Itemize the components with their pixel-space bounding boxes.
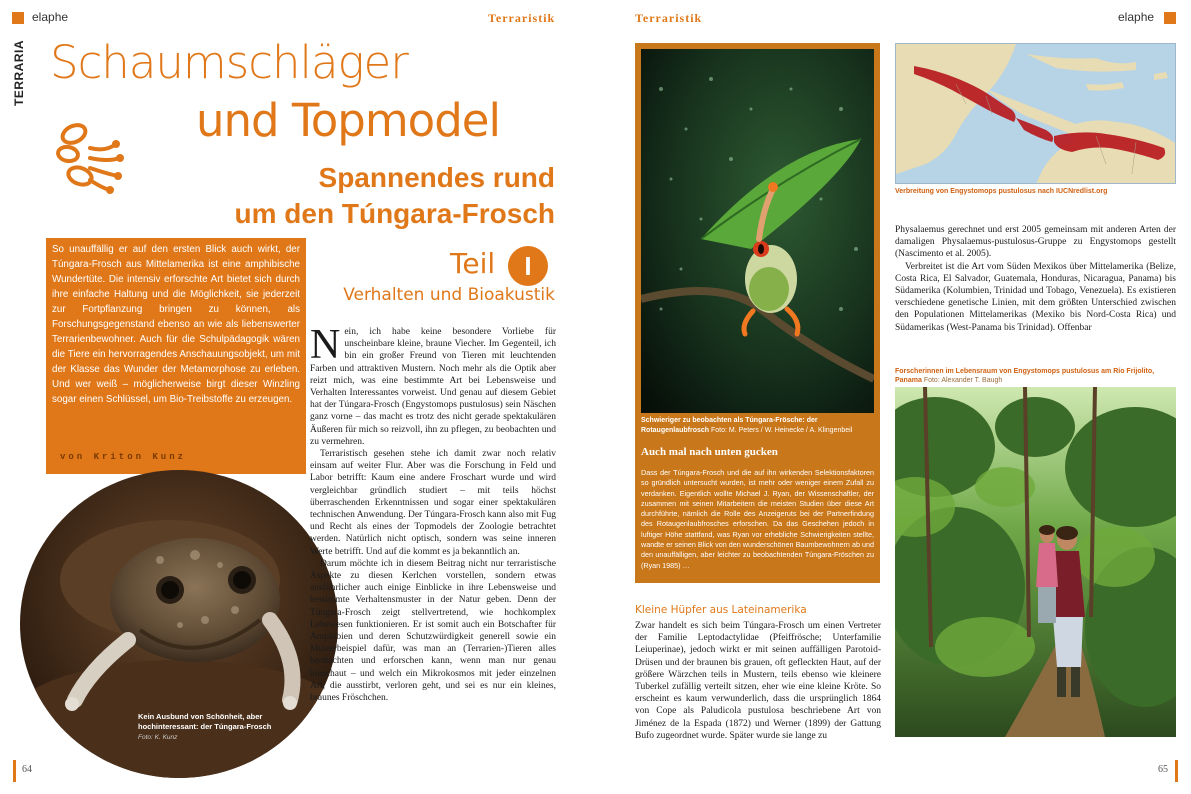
subtitle-line-2: um den Túngara-Frosch: [234, 198, 555, 229]
subtitle: [235, 160, 555, 232]
section-label-left: Terraristik: [488, 11, 556, 25]
caption-main-text: Schwieriger zu beobachten als Túngara-Frösche: der Rotaugenlaubfrosch: [641, 417, 818, 434]
rainforest-photo: [895, 387, 1176, 737]
page-number-right: 65: [1158, 764, 1168, 775]
paragraph-right-col1: Zwar handelt es sich beim Túngara-Frosch um einen Vertreter der Familie Leptodactylidae (Pfeiffrösche; Unterfamilie Leiuperinae), jedoch wirkt er mit seinen auffälligen Parotoid-Drüsen und der braunen bis grauen, oft gefleckten Haut, auf der größere Wärzchen teils in Mustern, teils ebenso wie kleinere Tuberkel zufällig verteilt sitzen, eher wie eine kleine Kröte. So erscheint es kaum verwunderlich, dass die ursprünglich 1864 von Cope als Paludicola pustulosa beschriebene Art von Jiménez de la Espada (1872) und Werner (1899) der Gattung Bufo zugeordnet wurde. Später wurde sie lange zu: [635, 621, 881, 741]
page-bar-right: [1175, 760, 1178, 782]
intro-box: [46, 238, 306, 474]
part-label: Teil: [450, 247, 496, 280]
vertical-label: TERRARIA: [12, 40, 26, 106]
paragraph-3: Darum möchte ich in diesem Beitrag nicht nur terraristische Aspekte zu diesen Kerlchen vorstellen, sondern etwas ausführlicher auch einige Einblicke in ihre Lebensweise und bestimmte Verhaltensmuster in der Natur geben. Denn der Túngara-Frosch zeigt stellvertretend, wie hochkomplex Lebewesen funktionieren. Er ist somit auch ein Botschafter für Amphibien und deren Schutzwürdigkeit generell sowie ein Musterbeispiel dafür, was man an (Terrarien-)Tieren alles beobachten und erforschen kann, wenn man nur genau hinschaut – und welch ein Mikrokosmos mit jeder einzelnen Art, die ausstirbt, verloren geht, und sei es nur ein kleines, braunes Fröschchen.: [310, 558, 556, 704]
section-label-right: Terraristik: [635, 11, 703, 25]
subtitle-line-1: Spannendes rund: [318, 162, 555, 193]
red-eyed-tree-frog-photo: [641, 49, 874, 413]
caption-frog-credit: Foto: K. Kunz: [138, 734, 178, 741]
paragraph-right-col2-1: Physalaemus gerechnet und erst 2005 gemeinsam mit anderen Arten der damaligen Physalaemus-pustulosus-Gruppe zu Engystomops gestellt (Nascimento et al. 2005).: [895, 225, 1176, 260]
distribution-map: [895, 43, 1176, 184]
box-text: Dass der Túngara-Frosch und die auf ihn wirkenden Selektionsfaktoren so gründlich untersucht wurden, ist mehr oder weniger einem Zufall zu verdanken. Eigentlich wollte Michael J. Ryan, der Wissenschaftler, der zusammen mit seinen Mitarbeitern die meisten Studien über diese Art durchführte, nämlich die Rolle des Anzeigeruts bei der Partnerfindung des Rotaugenlaubfrosches erforschen. Da das Geschehen jedoch in luftiger Höhe stattfand, was Ryan vor erhebliche Schwierigkeiten stellte, wandte er seinen Blick von den wunderschönen Baumbewohnern ab und den unauffälligen, aber leichter zu beobachtenden Túngara-Fröschen zu (Ryan 1985) …: [641, 468, 874, 570]
box-heading: Auch mal nach unten gucken: [641, 446, 778, 458]
caption-frog-text: Kein Ausbund von Schönheit, aber hochinteressant: der Túngara-Frosch: [138, 712, 272, 731]
part-subtitle: Verhalten und Bioakustik: [343, 285, 555, 305]
caption-frog-photo: [138, 712, 298, 743]
article-body-right-col1: [635, 620, 881, 742]
corner-square-left: [12, 12, 24, 24]
byline: von Kriton Kunz: [60, 452, 187, 462]
title-line-1: Schaumschläger: [50, 36, 408, 89]
corner-square-right: [1164, 12, 1176, 24]
caption-forest-photo: [895, 367, 1176, 385]
caption-main-photo: [641, 416, 874, 435]
brand-left: elaphe: [32, 10, 69, 24]
title-line-2: und Topmodel: [196, 94, 500, 147]
section-subheading: Kleine Hüpfer aus Lateinamerika: [635, 604, 807, 616]
article-body-left: [310, 322, 556, 704]
caption-map: Verbreitung von Engystomops pustulosus nach IUCNredlist.org: [895, 188, 1108, 195]
intro-text: So unauffällig er auf den ersten Blick auch wirkt, der Túngara-Frosch aus Mittelamerika ist eine amphibische Wundertüte. Die intensiv erforschte Art bietet sich durch ihre einfache Haltung und die Möglichkeit, sie jederzeit zur Fortpflanzung bringen zu können, als Forschungsgegenstand ebenso an wie als liebenswerter Terrarienbewohner. Auch für die Schulpädagogik wären die Tiere ein hervorragendes Anschauungsobjekt, um mit der Klasse das Wunder der Metamorphose zu erleben. Und wer weiß – möglicherweise birgt dieser Winzling sogar einen Schlüssel, um Bio-Treibstoffe zu erzeugen.: [52, 244, 300, 405]
frog-foot-logo: [50, 118, 128, 196]
paragraph-right-col2-2: Verbreitet ist die Art vom Süden Mexikos über Mittelamerika (Belize, Costa Rica, El Salvador, Guatemala, Honduras, Nicaragua, Panama) bis Südamerika (Kolumbien, Trinidad und Tobago, Venezuela). Es existieren verschiedene genetische Linien, mit dem größten Unterschied zwischen den Populationen Mittelamerikas (Mexiko bis Nord-Costa Rica) und Südamerikas (West-Panama bis Trinidad). Offenbar: [895, 261, 1176, 333]
page-number-left: 64: [22, 764, 32, 775]
brand-right: elaphe: [1118, 10, 1155, 24]
caption-forest-text: Forscherinnen im Lebensraum von Engystomops pustulosus am Río Frijolito, Panama: [895, 368, 1155, 384]
caption-main-credit: Foto: M. Peters / W. Heinecke / A. Klingenbeil: [711, 426, 853, 434]
drop-cap: N: [310, 322, 341, 368]
article-body-right-col2: [895, 224, 1176, 334]
paragraph-1: ein, ich habe keine besondere Vorliebe für unscheinbare kleine, braune Viecher. Im Gegenteil, ich bin ein großer Freund von Tieren mit leuchtenden Farben und attraktiven Mustern. Noch mehr als die Optik aber reizt mich, was eine bestimmte Art bei Lebensweise und Verhalten Interessantes vorweist. Und genau auf diesem Gebiet hat der Túngara-Frosch (Engystomops pustulosus) sein Näschen ganz vorne – das macht es trotz des nicht gerade spektakulären Äußeren für mich so reizvoll, ihn zu pflegen, zu beobachten und zu vermehren.: [310, 327, 556, 447]
page-bar-left: [13, 760, 16, 782]
caption-forest-credit: Foto: Alexander T. Baugh: [923, 377, 1003, 384]
part-number-badge: I: [508, 246, 548, 286]
paragraph-2: Terraristisch gesehen stehe ich damit zwar noch relativ einsam auf weiter Flur. Aber was die Forschung in Feld und Labor betrifft: Kaum eine andere Froschart wurde und wird vergleichbar gründlich studiert – mit teils höchst überraschenden Erkenntnissen und sogar einer spektakulären technischen Anwendung. Der Túngara-Frosch kann also mit Fug und Recht als eines der Topmodels der Zoologie betrachtet werden. Natürlich nicht optisch, sondern was seine inneren Werte betrifft. Und auf die kommt es ja bekanntlich an.: [310, 449, 556, 557]
